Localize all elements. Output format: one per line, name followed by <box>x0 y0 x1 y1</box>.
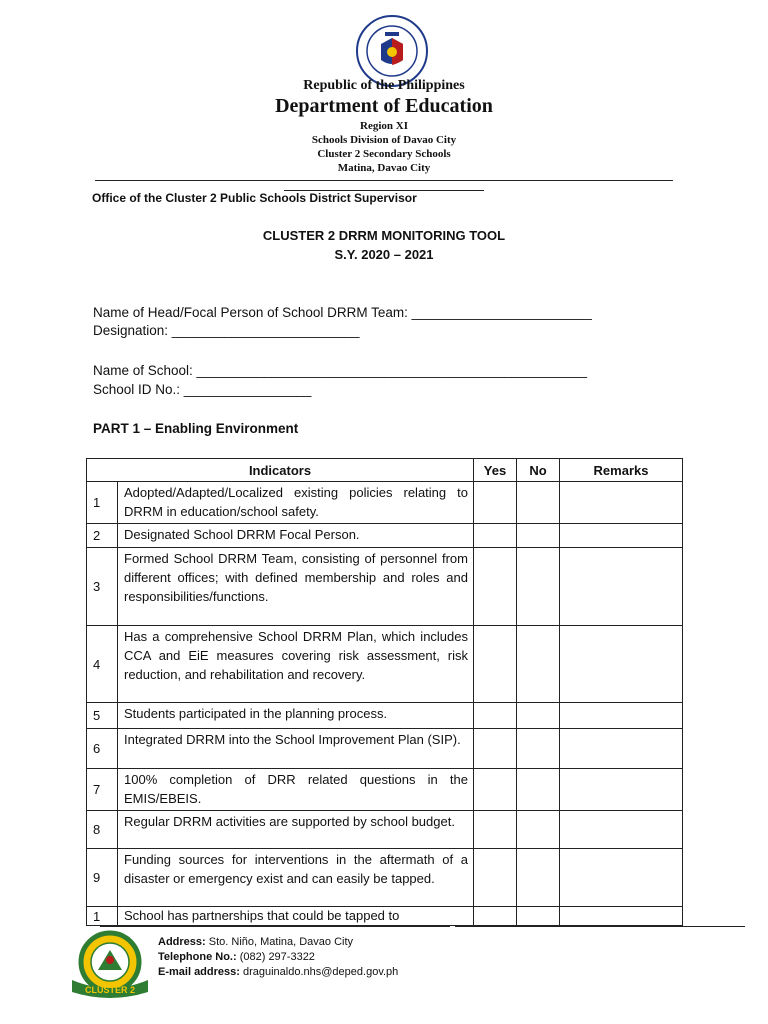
row-number: 9 <box>87 849 118 907</box>
footer-divider-left <box>100 926 450 927</box>
document-title: CLUSTER 2 DRRM MONITORING TOOL <box>262 228 506 243</box>
header-region: Region XI <box>360 120 408 132</box>
header-division: Schools Division of Davao City <box>311 134 457 146</box>
indicator-text: School has partnerships that could be tapped to <box>118 907 474 926</box>
indicator-text: Integrated DRRM into the School Improvement Plan (SIP). <box>118 729 474 769</box>
part1-heading: PART 1 – Enabling Environment <box>93 421 299 436</box>
office-line: Office of the Cluster 2 Public Schools District Supervisor <box>92 191 417 205</box>
row-number: 7 <box>87 769 118 811</box>
table-row <box>87 524 683 548</box>
yes-cell[interactable] <box>474 849 517 907</box>
email-value[interactable]: draguinaldo.nhs@deped.gov.ph <box>242 966 399 978</box>
col-remarks: Remarks <box>560 459 683 482</box>
row-number: 4 <box>87 626 118 703</box>
table-row <box>87 729 683 769</box>
header-location: Matina, Davao City <box>337 162 431 174</box>
remarks-cell[interactable] <box>560 703 683 729</box>
table-row <box>87 811 683 849</box>
no-cell[interactable] <box>517 548 560 626</box>
table-row <box>87 703 683 729</box>
address-value: Sto. Niño, Matina, Davao City <box>208 936 354 948</box>
remarks-cell[interactable] <box>560 524 683 548</box>
remarks-cell[interactable] <box>560 626 683 703</box>
head-person-field[interactable]: Name of Head/Focal Person of School DRRM Team: ________________________ <box>93 305 592 320</box>
phone-label: Telephone No.: <box>158 951 237 963</box>
no-cell[interactable] <box>517 849 560 907</box>
deped-seal <box>355 14 429 88</box>
indicator-text: Adopted/Adapted/Localized existing policies relating to DRRM in education/school safety. <box>118 482 474 524</box>
no-cell[interactable] <box>517 482 560 524</box>
yes-cell[interactable] <box>474 482 517 524</box>
row-number: 1 <box>87 907 118 926</box>
no-cell[interactable] <box>517 626 560 703</box>
school-id-field[interactable]: School ID No.: _________________ <box>93 382 312 397</box>
table-header-row <box>87 459 683 482</box>
col-yes: Yes <box>474 459 517 482</box>
row-number: 3 <box>87 548 118 626</box>
indicator-text: 100% completion of DRR related questions in the EMIS/EBEIS. <box>118 769 474 811</box>
no-cell[interactable] <box>517 729 560 769</box>
footer-phone <box>158 951 315 963</box>
row-number: 8 <box>87 811 118 849</box>
yes-cell[interactable] <box>474 729 517 769</box>
remarks-cell[interactable] <box>560 769 683 811</box>
phone-value: (082) 297-3322 <box>239 951 315 963</box>
col-indicators: Indicators <box>87 459 474 482</box>
no-cell[interactable] <box>517 769 560 811</box>
indicator-text: Students participated in the planning process. <box>118 703 474 729</box>
remarks-cell[interactable] <box>560 811 683 849</box>
yes-cell[interactable] <box>474 548 517 626</box>
yes-cell[interactable] <box>474 907 517 926</box>
table-row <box>87 482 683 524</box>
row-number: 5 <box>87 703 118 729</box>
indicator-text: Designated School DRRM Focal Person. <box>118 524 474 548</box>
footer-address <box>158 936 353 948</box>
header-divider <box>95 180 673 181</box>
footer-divider-right <box>455 926 745 927</box>
remarks-cell[interactable] <box>560 548 683 626</box>
header-department: Department of Education <box>275 95 493 117</box>
indicator-text: Has a comprehensive School DRRM Plan, which includes CCA and EiE measures covering risk assessment, risk reduction, and rehabilitation and recovery. <box>118 626 474 703</box>
table-row <box>87 769 683 811</box>
cluster-logo-text: CLUSTER 2 <box>84 985 136 995</box>
footer-email <box>158 966 398 978</box>
col-no: No <box>517 459 560 482</box>
header-republic: Republic of the Philippines <box>303 78 465 93</box>
address-label: Address: <box>158 936 206 948</box>
indicator-text: Regular DRRM activities are supported by school budget. <box>118 811 474 849</box>
table-row <box>87 849 683 907</box>
no-cell[interactable] <box>517 811 560 849</box>
no-cell[interactable] <box>517 524 560 548</box>
indicators-table <box>86 458 683 926</box>
no-cell[interactable] <box>517 907 560 926</box>
yes-cell[interactable] <box>474 524 517 548</box>
school-year: S.Y. 2020 – 2021 <box>334 247 434 262</box>
table-row <box>87 907 683 926</box>
yes-cell[interactable] <box>474 811 517 849</box>
remarks-cell[interactable] <box>560 849 683 907</box>
indicator-text: Funding sources for interventions in the aftermath of a disaster or emergency exist and can easily be tapped. <box>118 849 474 907</box>
email-label: E-mail address: <box>158 966 240 978</box>
table-row <box>87 548 683 626</box>
no-cell[interactable] <box>517 703 560 729</box>
row-number: 6 <box>87 729 118 769</box>
yes-cell[interactable] <box>474 703 517 729</box>
yes-cell[interactable] <box>474 626 517 703</box>
remarks-cell[interactable] <box>560 482 683 524</box>
row-number: 2 <box>87 524 118 548</box>
remarks-cell[interactable] <box>560 729 683 769</box>
designation-field[interactable]: Designation: _________________________ <box>93 323 360 338</box>
yes-cell[interactable] <box>474 769 517 811</box>
cluster-logo <box>64 930 156 1000</box>
indicator-text: Formed School DRRM Team, consisting of personnel from different offices; with defined membership and roles and responsibilities/functions. <box>118 548 474 626</box>
header-cluster: Cluster 2 Secondary Schools <box>317 148 451 160</box>
remarks-cell[interactable] <box>560 907 683 926</box>
row-number: 1 <box>87 482 118 524</box>
school-name-field[interactable]: Name of School: ____________________________________________________ <box>93 363 587 378</box>
table-row <box>87 626 683 703</box>
